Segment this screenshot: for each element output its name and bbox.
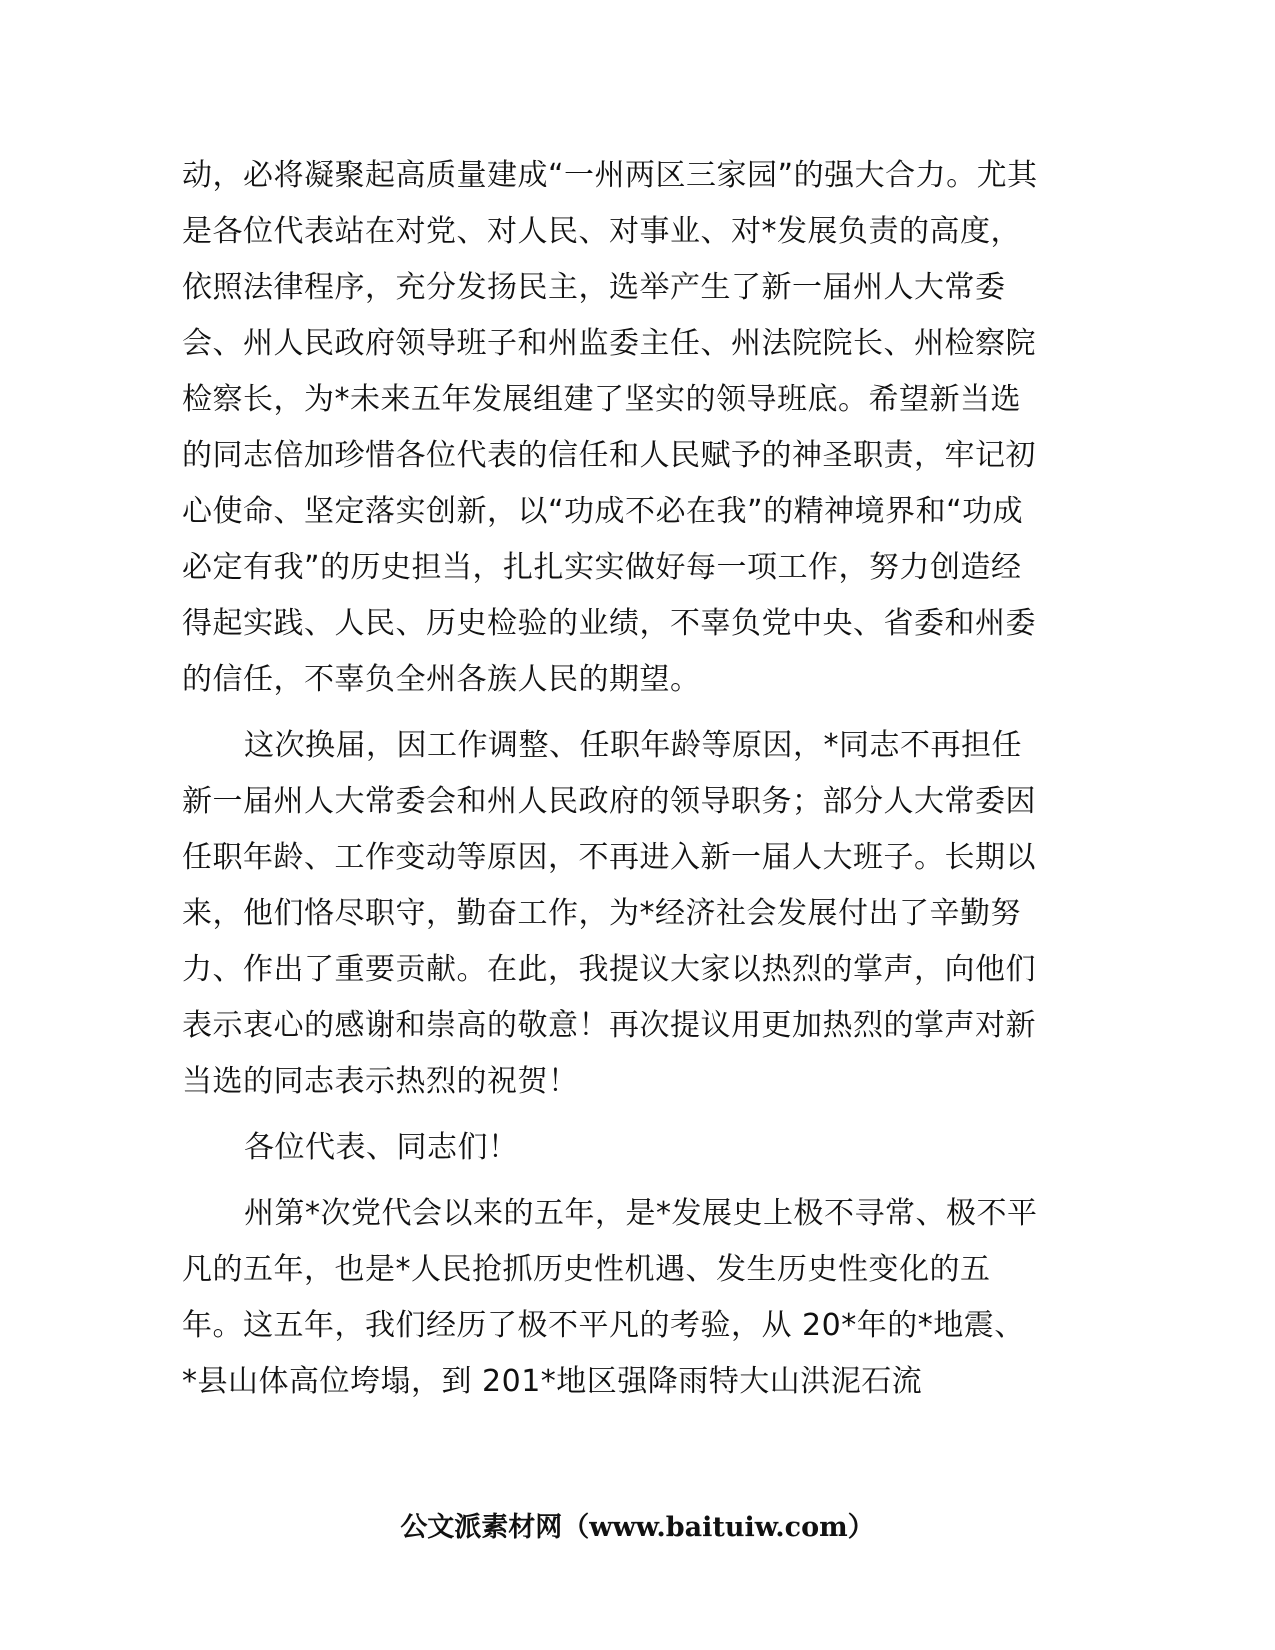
page-footer: 公文派素材网（www.baituiw.com）	[400, 1512, 875, 1543]
paragraph-2: 这次换届，因工作调整、任职年龄等原因，*同志不再担任新一届州人大常委会和州人民政府的领导职务；部分人大常委因任职年龄、工作变动等原因，不再进入新一届人大班子。长期以来，他们恪尽职守，勤奋工作，为*经济社会发展付出了辛勤努力、作出了重要贡献。在此，我提议大家以热烈的掌声，向他们表示衷心的感谢和崇高的敬意！再次提议用更加热烈的掌声对新当选的同志表示热烈的祝贺！	[182, 728, 1036, 1099]
paragraph-4: 州第*次党代会以来的五年，是*发展史上极不寻常、极不平凡的五年，也是*人民抢抓历史性机遇、发生历史性变化的五年。这五年，我们经历了极不平凡的考验，从 20*年的*地震、*县山体高位垮塌，到 201*地区强降雨特大山洪泥石流	[182, 1196, 1038, 1399]
document-body	[182, 148, 1038, 1410]
paragraph-1: 动，必将凝聚起高质量建成“一州两区三家园”的强大合力。尤其是各位代表站在对党、对人民、对事业、对*发展负责的高度，依照法律程序，充分发扬民主，选举产生了新一届州人大常委会、州人民政府领导班子和州监委主任、州法院院长、州检察院检察长，为*未来五年发展组建了坚实的领导班底。希望新当选的同志倍加珍惜各位代表的信任和人民赋予的神圣职责，牢记初心使命、坚定落实创新，以“功成不必在我”的精神境界和“功成必定有我”的历史担当，扎扎实实做好每一项工作，努力创造经得起实践、人民、历史检验的业绩，不辜负党中央、省委和州委的信任，不辜负全州各族人民的期望。	[182, 158, 1038, 697]
paragraph-3: 各位代表、同志们！	[244, 1130, 519, 1165]
